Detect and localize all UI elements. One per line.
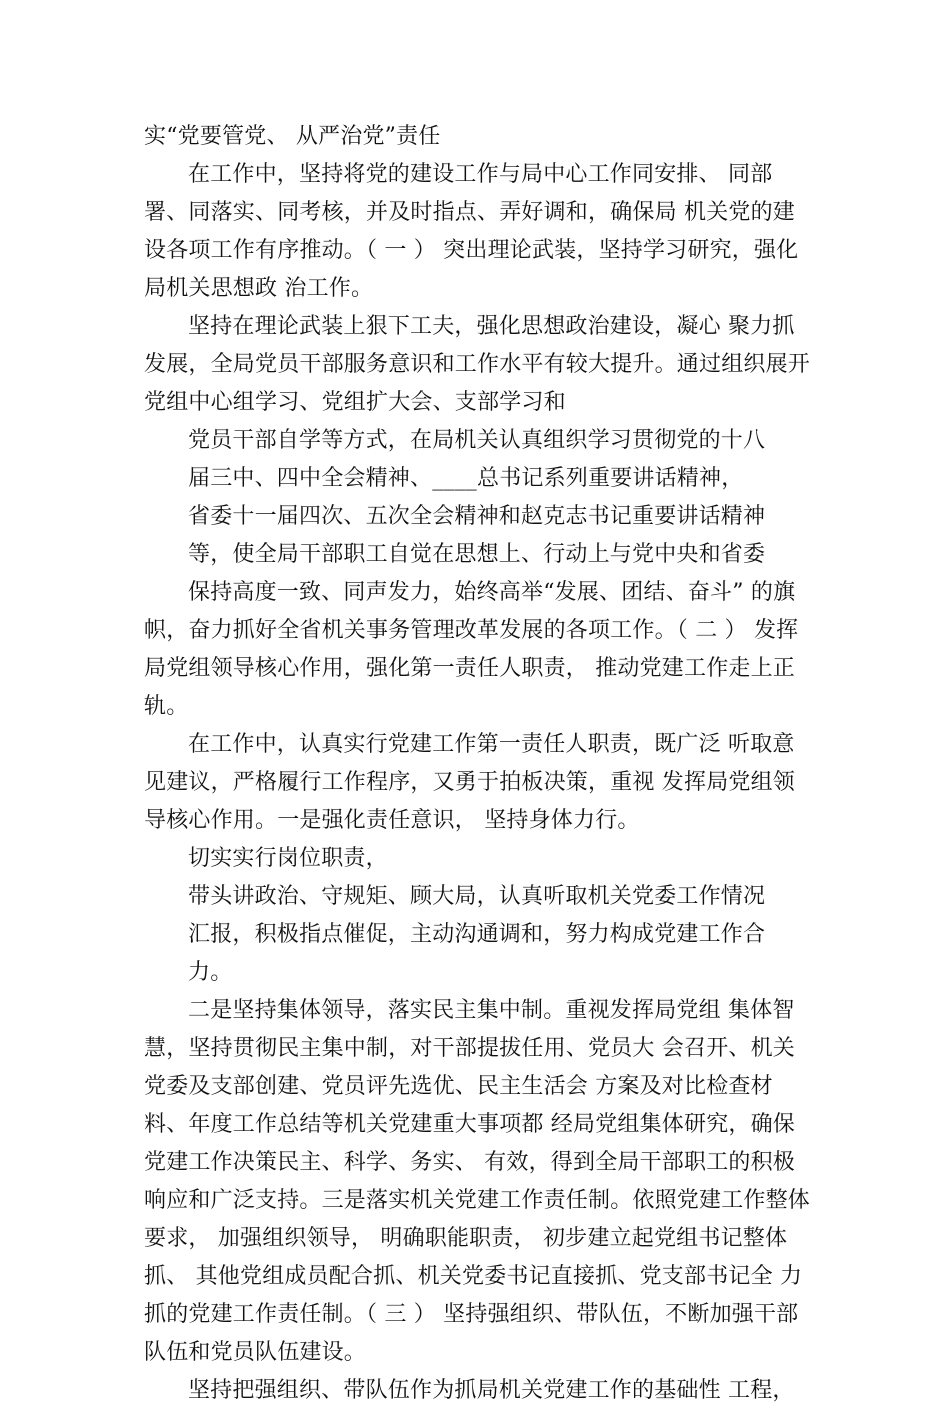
paragraph: 在工作中，坚持将党的建设工作与局中心工作同安排、 同部署、同落实、同考核，并及时指点、弄好调和，确保局 机关党的建设各项工作有序推动。（ 一 ） 突出理论武装，坚持学习研究，强化局机关思想政 治工作。 (144, 162, 799, 301)
paragraph-line: 省委十一届四次、五次全会精神和赵克志书记重要讲话精神 (188, 504, 766, 529)
paragraph-line: 切实实行岗位职责， (188, 846, 388, 871)
paragraph: 保持高度一致、同声发力，始终高举“发展、团结、奋斗” 的旗帜，奋力抓好全省机关事务管理改革发展的各项工作。（ 二 ） 发挥局党组领导核心作用，强化第一责任人职责， 推动党建工作走上正轨。 (144, 580, 799, 719)
paragraph-heading: 实“党要管党、 从严治党”责任 (144, 124, 441, 149)
paragraph: 二是坚持集体领导，落实民主集中制。重视发挥局党组 集体智慧，坚持贯彻民主集中制，对干部提拔任用、党员大 会召开、机关党委及支部创建、党员评先选优、民主生活会 方案及对比检查材料、年度工作总结等机关党建重大事项都 经局党组集体研究，确保党建工作决策民主、科学、务实、 有效，得到全局干部职工的积极响应和广泛支持。三是落实机关党建工作责任制。依照党建工作整体要求， 加强组织领导， 明确职能职责， 初步建立起党组书记整体抓、 其他党组成员配合抓、机关党委书记直接抓、党支部书记全 力抓的党建工作责任制。（ 三 ） 坚持强组织、带队伍，不断加强干部队伍和党员队伍建设。 (144, 998, 811, 1365)
paragraph: 在工作中，认真实行党建工作第一责任人职责，既广泛 听取意见建议，严格履行工作程序，又勇于拍板决策，重视 发挥局党组领导核心作用。一是强化责任意识， 坚持身体力行。 (144, 732, 795, 833)
paragraph-line: 等，使全局干部职工自觉在思想上、行动上与党中央和省委 (188, 542, 766, 567)
paragraph-line: 汇报，积极指点催促，主动沟通调和，努力构成党建工作合 力。 (188, 922, 766, 985)
paragraph: 坚持把强组织、带队伍作为抓局机关党建工作的基础性 工程， (188, 1378, 795, 1403)
paragraph-line: 届三中、四中全会精神、____总书记系列重要讲话精神， (188, 466, 744, 491)
paragraph-line: 带头讲政治、守规矩、顾大局，认真听取机关党委工作情况 (188, 884, 766, 909)
paragraph-line: 党员干部自学等方式，在局机关认真组织学习贯彻党的十八 (188, 428, 766, 453)
document-body (144, 118, 816, 1410)
paragraph: 坚持在理论武装上狠下工夫，强化思想政治建设，凝心 聚力抓发展，全局党员干部服务意识和工作水平有较大提升。通过组织展开党组中心组学习、党组扩大会、支部学习和 (144, 314, 811, 415)
